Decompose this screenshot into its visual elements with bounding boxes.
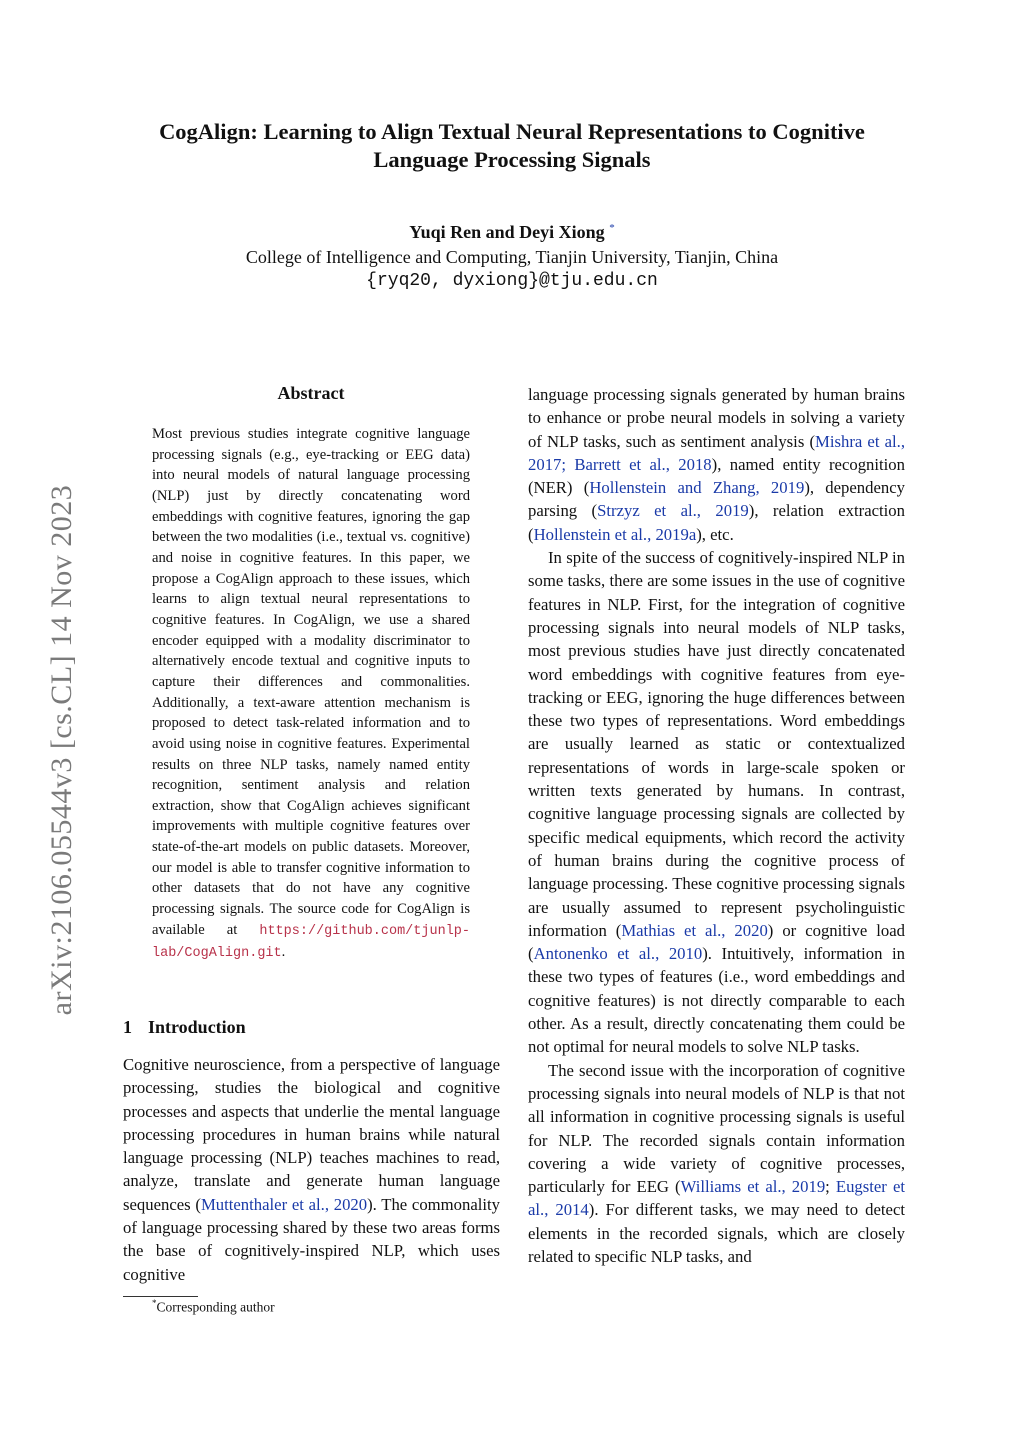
author-footnote-mark[interactable]: * bbox=[609, 222, 615, 234]
abstract-end: . bbox=[281, 944, 286, 961]
p3-text-b: ; bbox=[825, 1177, 836, 1197]
citation-link[interactable]: Antonenko et al., 2010 bbox=[533, 944, 703, 964]
title-line-2: Language Processing Signals bbox=[373, 147, 651, 172]
paper-title bbox=[100, 118, 924, 174]
p2-text-a: In spite of the success of cognitively-inspired NLP in some tasks, there are some issues in the use of cognitive features in NLP. First, for the integration of cognitive processing signals into neural models of NLP tasks, most previous studies have just directly concatenated word embeddings with cognitive features from eye-tracking or EEG, ignoring the huge differences between these two types of representations. Word embeddings are usually learned as static or contextualized representations of words in large-scale spoken or written texts generated by humans. In contrast, cognitive language processing signals are collected by specific medical equipments, which record the activity of human brains during the cognitive process of language processing. These cognitive processing signals are usually assumed to represent psycholinguistic information ( bbox=[528, 548, 905, 940]
intro-text-b: ). The commonality of language processing shared by these two areas forms the base of cognitively-inspired NLP, which uses cognitive bbox=[123, 1194, 500, 1284]
intro-paragraph bbox=[123, 1053, 500, 1286]
footnote-mark: * bbox=[152, 1298, 157, 1308]
footnote bbox=[152, 1298, 275, 1316]
citation-link[interactable]: Hollenstein et al., 2019a bbox=[533, 524, 697, 544]
p2-text-c: ). Intuitively, information in these two types of features (i.e., word embeddings and cognitive features) is not directly comparable to each other. As a result, directly concatenating them could be not optimal for neural models to solve NLP tasks. bbox=[528, 944, 906, 1057]
author-names: Yuqi Ren and Deyi Xiong bbox=[409, 222, 605, 242]
p2-text-b: ) or cognitive load ( bbox=[528, 920, 905, 964]
p1-text-d: ), relation extraction ( bbox=[528, 501, 905, 544]
right-column bbox=[528, 383, 905, 1268]
p1-text-a: language processing signals generated by human brains to enhance or probe neural models in solving a variety of NLP tasks, such as sentiment analysis ( bbox=[528, 385, 905, 451]
title-line-1: CogAlign: Learning to Align Textual Neural Representations to Cognitive bbox=[159, 119, 865, 144]
footnote-divider bbox=[123, 1296, 198, 1297]
right-paragraph-3 bbox=[528, 1059, 905, 1269]
citation-link[interactable]: Williams et al., 2019 bbox=[680, 1177, 826, 1197]
citation-link[interactable]: Eugster et al., 2014 bbox=[528, 1177, 905, 1220]
abstract-body bbox=[152, 424, 470, 965]
source-code-link[interactable]: https://github.com/tjunlp-lab/CogAlign.git bbox=[152, 923, 470, 962]
section-number: 1 bbox=[123, 1017, 132, 1037]
p1-text-c: ), dependency parsing ( bbox=[528, 478, 905, 521]
abstract-heading: Abstract bbox=[277, 383, 345, 403]
arxiv-identifier-stamp: arXiv:2106.05544v3 [cs.CL] 14 Nov 2023 bbox=[45, 484, 78, 1016]
citation-link[interactable]: Hollenstein and Zhang, 2019 bbox=[589, 478, 805, 498]
abstract-text: Most previous studies integrate cognitive language processing signals (e.g., eye-tracking or EEG data) into neural models of natural language processing (NLP) just by directly concatenating word embeddings with cognitive features, ignoring the gap between the two modalities (i.e., textual vs. cognitive) and noise in cognitive features. In this paper, we propose a CogAlign approach to these issues, which learns to align textual neural representations to cognitive features. In CogAlign, we use a shared encoder equipped with a modality discriminator to alternatively encode textual and cognitive inputs to capture their differences and commonalities. Additionally, a text-aware attention mechanism is proposed to detect task-related information and to avoid using noise in cognitive features. Experimental results on three NLP tasks, namely named entity recognition, sentiment analysis and relation extraction, show that CogAlign achieves significant improvements with multiple cognitive features over state-of-the-art models on public datasets. Moreover, our model is able to transfer cognitive information to other datasets that do not have any cognitive processing signals. The source code for CogAlign is available at bbox=[152, 426, 470, 938]
citation-link[interactable]: Mathias et al., 2020 bbox=[621, 920, 768, 940]
p3-text-a: The second issue with the incorporation of cognitive processing signals into neural models of NLP is that not all information in cognitive processing signals is useful for NLP. The recorded signals contain information covering a wide variety of cognitive processes, particularly for EEG ( bbox=[528, 1060, 905, 1197]
author-email: {ryq20, dyxiong}@tju.edu.cn bbox=[366, 271, 658, 291]
right-paragraph-2 bbox=[528, 546, 905, 1059]
citation-link[interactable]: Mishra et al., 2017; Barrett et al., 2018 bbox=[528, 431, 905, 474]
right-paragraph-1 bbox=[528, 383, 905, 546]
p1-text-b: ), named entity recognition (NER) ( bbox=[528, 454, 905, 498]
p3-text-c: ). For different tasks, we may need to detect elements in the recorded signals, which are closely related to specific NLP tasks, and bbox=[528, 1200, 905, 1266]
section-title: Introduction bbox=[148, 1017, 246, 1037]
intro-text-a: Cognitive neuroscience, from a perspective of language processing, studies the biological and cognitive processes and aspects that underlie the mental language processing procedures in human brains while natural language processing (NLP) teaches machines to read, analyze, translate and generate human language sequences ( bbox=[123, 1055, 500, 1214]
affiliation: College of Intelligence and Computing, Tianjin University, Tianjin, China bbox=[245, 247, 779, 267]
citation-link[interactable]: Muttenthaler et al., 2020 bbox=[200, 1194, 368, 1214]
citation-link[interactable]: Strzyz et al., 2019 bbox=[597, 501, 749, 521]
footnote-text: Corresponding author bbox=[156, 1299, 275, 1315]
author-line bbox=[100, 222, 924, 243]
p1-text-e: ), etc. bbox=[696, 524, 734, 544]
section-heading-introduction bbox=[123, 1017, 246, 1038]
